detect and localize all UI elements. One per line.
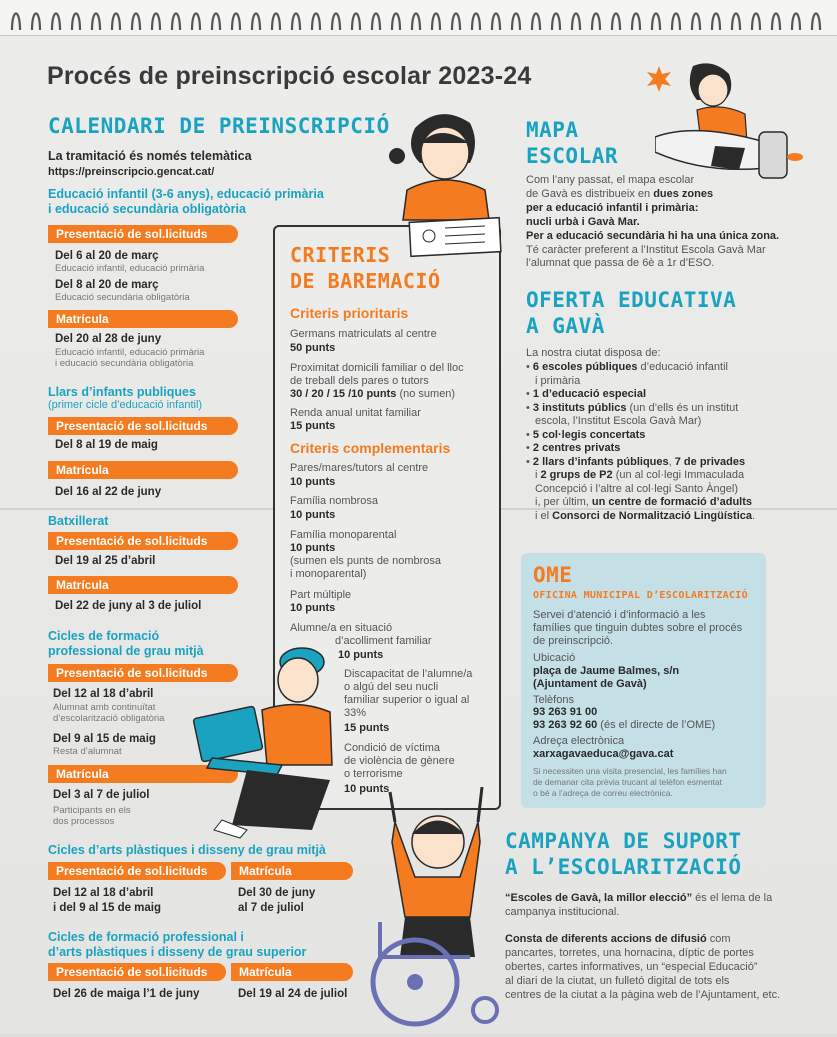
mapa-l5: Per a educació secundària hi ha una única zona. [526, 230, 780, 242]
girl-writing-icon [385, 108, 515, 263]
crit-c6-4: 33% [344, 707, 367, 719]
mapa-l6: Té caràcter preferent a l’Institut Escola Gavà Mar [526, 244, 766, 256]
infantil-presentacio-bar: Presentació de sol.licituds [48, 225, 238, 243]
crit-p2-1: Proximitat domicili familiar o del lloc [290, 362, 464, 374]
crit-c3-note-1: (sumen els punts de nombrosa [290, 555, 442, 567]
oferta-item-5: • 2 centres privats [526, 442, 621, 454]
oferta-item-4: • 5 col·legis concertats [526, 428, 646, 441]
infantil-title-2: i educació secundària obligatòria [48, 202, 246, 216]
crit-c7-1: Condició de víctima [344, 742, 440, 754]
arts-gm-date-1a: Del 12 al 18 d’abril [53, 887, 154, 899]
crit-c6-2: o algú del seu nucli [344, 681, 439, 693]
crit-c7-2: de violència de gènere [344, 755, 455, 767]
mapa-heading-2: ESCOLAR [526, 144, 619, 168]
ome-note1: Si necessiten una visita presencial, les famílies han [533, 766, 727, 776]
crit-c5-1: Alumne/a en situació [290, 622, 393, 634]
oferta-heading-1: OFERTA EDUCATIVA [526, 288, 737, 312]
campanya-l2: campanya institucional. [505, 906, 620, 918]
ome-d3: de preinscripció. [533, 635, 614, 647]
campanya-l1b: “Escoles de Gavà, la millor elecció” [505, 892, 693, 904]
mapa-l2a: de Gavà es distribueix en [526, 188, 654, 200]
crit-c4: Part múltiple [290, 589, 352, 601]
crit-p2-2: de treball dels pares o tutors [290, 375, 429, 387]
llars-matricula-bar: Matrícula [48, 461, 238, 479]
oferta-intro: La nostra ciutat disposa de: [526, 347, 661, 359]
child-wheelchair-icon [360, 782, 510, 1037]
crit-p2-pts: 30 / 20 / 15 /10 punts [290, 388, 397, 400]
superior-matricula-bar: Matrícula [231, 963, 353, 981]
calendar-url-link[interactable]: https://preinscripcio.gencat.cat/ [48, 166, 215, 178]
cfgm-matricula-bar: Matrícula [48, 765, 238, 783]
arts-gm-matricula-bar: Matrícula [231, 862, 353, 880]
mapa-l2b: dues zones [653, 188, 714, 200]
ome-tel1[interactable]: 93 263 91 00 [533, 706, 598, 718]
oferta-item-6d: Concepció i l’altre al col·legi Santo Àngel) [535, 482, 738, 495]
ome-heading: OME [533, 563, 573, 587]
cfgm-presentacio-bar: Presentació de sol.licituds [48, 664, 238, 682]
crit-p3-pts: 15 punts [290, 420, 336, 432]
crit-c1-pts: 10 punts [290, 476, 336, 488]
superior-date-2: Del 19 al 24 de juliol [238, 988, 348, 1000]
mapa-l1: Com l’any passat, el mapa escolar [526, 174, 695, 186]
oferta-item-6e: i, per últim, un centre de formació d’adults [535, 496, 752, 508]
crit-p1: Germans matriculats al centre [290, 328, 437, 340]
page-title: Procés de preinscripció escolar 2023-24 [47, 62, 532, 90]
llars-subtitle: (primer cicle d’educació infantil) [48, 399, 203, 411]
superior-title-1: Cicles de formació professional i [48, 930, 244, 944]
crit-p2-pts-row [290, 388, 455, 401]
ome-email-label: Adreça electrònica [533, 735, 625, 747]
crit-c4-pts: 10 punts [290, 602, 336, 614]
cfgm-title-1: Cicles de formació [48, 629, 160, 643]
oferta-item-1: • 6 escoles públiques d’educació infantil [526, 361, 728, 373]
ome-tel-label: Telèfons [533, 694, 574, 706]
ome-note3: o bé a l’adreça de correu electrònica. [533, 788, 673, 798]
mapa-l4: nucli urbà i Gavà Mar. [526, 216, 640, 228]
cfgm-date-2: Del 9 al 15 de maig [53, 733, 156, 745]
crit-c2: Família nombrosa [290, 495, 379, 507]
crit-c7-3: o terrorisme [344, 768, 403, 780]
ome-subheading: OFICINA MUNICIPAL D’ESCOLARITZACIÓ [533, 590, 748, 601]
infantil-date-2-note: Educació secundària obligatòria [55, 292, 190, 303]
crit-c5-2: d’acolliment familiar [335, 635, 432, 647]
llars-presentacio-bar: Presentació de sol.licituds [48, 417, 238, 435]
infantil-date-3-note-1: Educació infantil, educació primària [55, 347, 205, 358]
ome-note2: de demanar cita prèvia trucant al telèfon esmentat [533, 777, 722, 787]
campanya-l7: centres de la ciutat a la pàgina web de l’Ajuntament, etc. [505, 989, 781, 1001]
arts-gm-date-2a: Del 30 de juny [238, 887, 316, 899]
spiral-binding-icon [0, 0, 837, 36]
batx-date-1: Del 19 al 25 d’abril [55, 555, 156, 567]
crit-c3: Família monoparental [290, 529, 397, 541]
llars-date-2: Del 16 al 22 de juny [55, 486, 162, 498]
crit-p1-pts: 50 punts [290, 342, 336, 354]
cfgm-title-2: professional de grau mitjà [48, 644, 204, 658]
criteris-complementaris-title: Criteris complementaris [290, 440, 451, 456]
crit-c6-3: familiar superior o igual al [344, 694, 470, 706]
crit-c7-pts: 10 punts [344, 783, 390, 795]
oferta-item-1c: i primària [535, 374, 581, 387]
ome-tel2-note: (és el directe de l’OME) [597, 719, 716, 731]
superior-date-1: Del 26 de maiga l’1 de juny [53, 988, 200, 1000]
boy-laptop-icon [192, 640, 337, 845]
crit-c3-pts: 10 punts [290, 542, 336, 554]
criteris-prioritaris-title: Criteris prioritaris [290, 305, 409, 321]
superior-title-2: d’arts plàstiques i disseny de grau superior [48, 945, 307, 959]
crit-c5-pts: 10 punts [338, 649, 384, 661]
llars-date-1: Del 8 al 19 de maig [55, 439, 158, 451]
ome-d2: famílies que tinguin dubtes sobre el procés [533, 622, 743, 634]
campanya-l3: com [706, 933, 731, 945]
crit-p3: Renda anual unitat familiar [290, 407, 421, 419]
mapa-l2-row [526, 188, 713, 202]
arts-gm-date-2b: al 7 de juliol [238, 902, 304, 914]
oferta-item-6c: i 2 grups de P2 (un al col·legi Immaculada [535, 469, 745, 481]
ome-email-link[interactable]: xarxagavaeduca@gava.cat [533, 748, 674, 760]
crit-c3-note-2: i monoparental) [290, 568, 367, 580]
cfgm-date-3-note-2: dos processos [53, 816, 115, 827]
oferta-item-3: • 3 instituts públics (un d’ells és un institut [526, 401, 739, 414]
oferta-item-2: • 1 d’educació especial [526, 388, 647, 400]
ome-tel2-row [533, 719, 715, 733]
arts-gm-presentacio-bar: Presentació de sol.licituds [48, 862, 226, 880]
campanya-l4: pancartes, torretes, una hornacina, díptic de portes [505, 947, 754, 959]
oferta-list [526, 361, 766, 523]
batx-presentacio-bar: Presentació de sol.licituds [48, 532, 238, 550]
calendar-heading: CALENDARI DE PREINSCRIPCIÓ [48, 114, 390, 138]
campanya-l1-row [505, 892, 775, 906]
oferta-heading-2: A GAVÀ [526, 314, 605, 338]
infantil-date-3: Del 20 al 28 de juny [55, 333, 162, 345]
ome-tel2[interactable]: 93 263 92 60 [533, 719, 598, 731]
infantil-date-1-note: Educació infantil, educació primària [55, 263, 205, 274]
arts-gm-title: Cicles d’arts plàstiques i disseny de grau mitjà [48, 843, 326, 857]
cfgm-date-1: Del 12 al 18 d’abril [53, 688, 154, 700]
infantil-date-2: Del 8 al 20 de març [55, 279, 159, 291]
cfgm-date-3-note-1: Participants en els [53, 805, 131, 816]
mapa-l7: l’alumnat que passa de 6è a 1r d’ESO. [526, 257, 715, 269]
calendar-intro: La tramitació és només telemàtica [48, 149, 252, 163]
crit-c6-pts: 15 punts [344, 722, 390, 734]
oferta-item-6: • 2 llars d’infants públiques, 7 de privades [526, 455, 746, 468]
campanya-heading-2: A L’ESCOLARITZACIÓ [505, 855, 742, 879]
cfgm-date-1-note-2: d’escolarització obligatòria [53, 713, 165, 724]
ome-d1: Servei d’atenció i d’informació a les [533, 609, 706, 621]
crit-c2-pts: 10 punts [290, 509, 336, 521]
crit-c1: Pares/mares/tutors al centre [290, 462, 429, 474]
llars-title: Llars d’infants publiques [48, 385, 196, 399]
infantil-date-1: Del 6 al 20 de març [55, 250, 159, 262]
mapa-heading-1: MAPA [526, 118, 579, 142]
campanya-heading-1: CAMPANYA DE SUPORT [505, 829, 742, 853]
cfgm-date-1-note-1: Alumnat amb continuïtat [53, 702, 156, 713]
campanya-l6: al diari de la ciutat, un fulletó digital de tots els [505, 975, 730, 987]
oferta-item-6f: i el Consorci de Normalització Lingüística. [535, 509, 756, 522]
arts-gm-date-1b: i del 9 al 15 de maig [53, 902, 162, 914]
superior-presentacio-bar: Presentació de sol.licituds [48, 963, 226, 981]
cfgm-date-3: Del 3 al 7 de juliol [53, 789, 150, 801]
ome-ubicacio-label: Ubicació [533, 652, 576, 664]
infantil-title-1: Educació infantil (3-6 anys), educació primària [48, 187, 324, 201]
criteris-heading-1: CRITERIS [290, 243, 391, 267]
ome-addr2: (Ajuntament de Gavà) [533, 678, 647, 690]
mapa-l3: per a educació infantil i primària: [526, 202, 699, 214]
criteris-heading-2: DE BAREMACIÓ [290, 269, 441, 293]
campanya-l3-row [505, 933, 775, 947]
campanya-l3b: Consta de diferents accions de difusió [505, 933, 707, 945]
infantil-date-3-note-2: i educació secundària obligatòria [55, 358, 194, 369]
batx-title: Batxillerat [48, 514, 109, 528]
batx-matricula-bar: Matrícula [48, 576, 238, 594]
crit-p2-note: (no sumen) [399, 388, 456, 400]
campanya-l1: és el lema de la [692, 892, 773, 904]
crit-c6-1: Discapacitat de l’alumne/a [344, 668, 473, 680]
infantil-matricula-bar: Matrícula [48, 310, 238, 328]
oferta-item-3c: escola, l’Institut Escola Gavà Mar) [535, 415, 702, 427]
campanya-l5: obertes, cartes informatives, un “especial Educació” [505, 961, 758, 973]
ome-addr1: plaça de Jaume Balmes, s/n [533, 665, 680, 677]
cfgm-date-2-note: Resta d’alumnat [53, 746, 122, 757]
batx-date-2: Del 22 de juny al 3 de juliol [55, 600, 202, 612]
